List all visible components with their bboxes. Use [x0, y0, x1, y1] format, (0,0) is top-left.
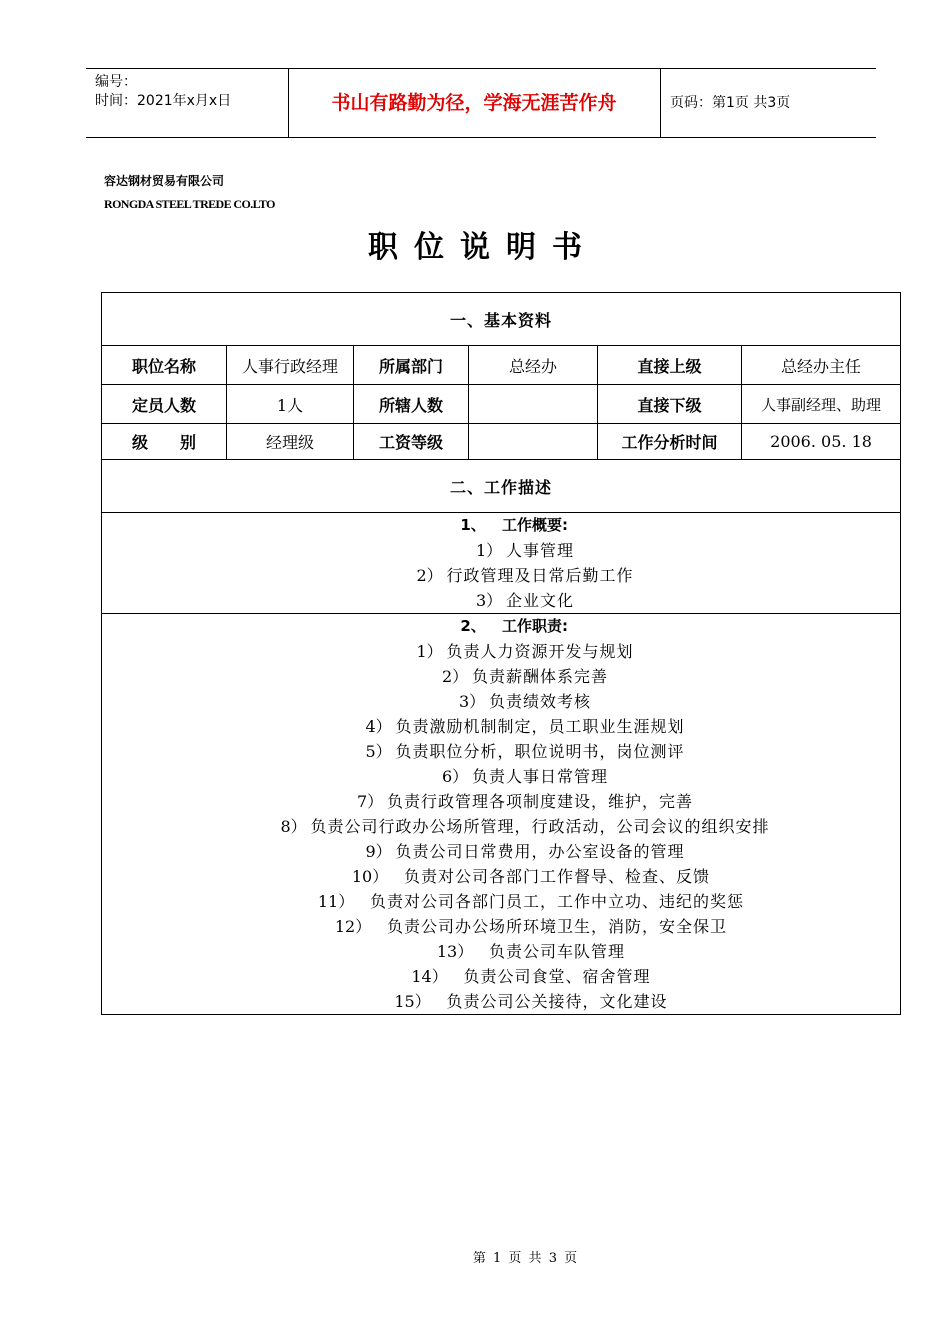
list-item-text: 负责人力资源开发与规划 — [446, 642, 634, 661]
field-label: 所属部门 — [354, 346, 469, 385]
list-item — [102, 939, 900, 964]
field-label: 工作分析时间 — [598, 424, 742, 460]
field-label: 职位名称 — [102, 346, 227, 385]
list-item — [102, 563, 900, 588]
list-item-number: 5） — [365, 742, 392, 761]
work-duties-block — [102, 614, 901, 1015]
list-heading-number: 1、 — [460, 516, 486, 534]
info-row — [102, 424, 901, 460]
list-item — [102, 789, 900, 814]
field-value: 总经办 — [469, 346, 598, 385]
list-item-text: 负责人事日常管理 — [472, 767, 609, 786]
list-item-number: 9） — [365, 842, 392, 861]
list-item-number: 13） — [436, 942, 474, 961]
work-overview-block — [102, 513, 901, 614]
field-value: 经理级 — [227, 424, 354, 460]
list-item-text: 负责职位分析，职位说明书，岗位测评 — [395, 742, 685, 761]
footer-page-number: 第 1 页 共 3 页 — [472, 1251, 578, 1266]
list-item-text: 负责对公司各部门工作督导、检查、反馈 — [404, 867, 711, 886]
section-title-basic-info: 一、基本资料 — [102, 293, 901, 346]
list-item-number: 8） — [280, 817, 307, 836]
list-item-text: 负责绩效考核 — [489, 692, 592, 711]
list-item-text: 负责公司车队管理 — [489, 942, 626, 961]
field-value — [469, 385, 598, 424]
list-item-text: 负责激励机制制定，员工职业生涯规划 — [395, 717, 685, 736]
list-item-text: 负责公司办公场所环境卫生，消防，安全保卫 — [387, 917, 728, 936]
field-value: 人事行政经理 — [227, 346, 354, 385]
list-item-number: 3） — [458, 692, 486, 711]
list-item — [102, 864, 900, 889]
list-item-number: 10） — [351, 867, 389, 886]
list-item — [102, 914, 900, 939]
list-heading-text: 工作概要: — [502, 516, 569, 534]
header-meta — [95, 73, 285, 111]
list-item — [102, 764, 900, 789]
header-divider — [660, 69, 661, 137]
list-item — [102, 739, 900, 764]
field-label: 直接上级 — [598, 346, 742, 385]
list-item — [102, 588, 900, 613]
section-title-work-description: 二、工作描述 — [102, 460, 901, 513]
field-label: 工资等级 — [354, 424, 469, 460]
list-item — [102, 889, 900, 914]
field-label: 级 别 — [102, 424, 227, 460]
field-label: 所辖人数 — [354, 385, 469, 424]
header-page-info: 页码：第1页 共3页 — [670, 95, 791, 111]
document-number-label: 编号： — [95, 74, 137, 90]
list-heading-number: 2、 — [460, 617, 486, 635]
document-header — [86, 68, 876, 138]
field-value: 人事副经理、助理 — [742, 385, 901, 424]
info-row — [102, 385, 901, 424]
list-item — [102, 989, 900, 1014]
list-item-number: 14） — [411, 967, 448, 986]
company-name-en: RONGDA STEEL TREDE CO.LTO — [104, 197, 275, 211]
list-heading-text: 工作职责: — [502, 617, 569, 635]
field-value — [469, 424, 598, 460]
info-row — [102, 346, 901, 385]
header-motto: 书山有路勤为径，学海无涯苦作舟 — [331, 92, 617, 114]
list-item-text: 行政管理及日常后勤工作 — [446, 566, 634, 585]
list-heading — [102, 614, 900, 639]
field-value: 2006. 05. 18 — [742, 424, 901, 460]
list-item-text: 负责公司食堂、宿舍管理 — [463, 967, 651, 986]
list-item-text: 负责公司公关接待，文化建设 — [446, 992, 668, 1011]
list-item-text: 负责公司日常费用，办公室设备的管理 — [395, 842, 685, 861]
list-item-number: 3） — [475, 591, 503, 610]
company-name-cn: 容达钢材贸易有限公司 — [104, 174, 225, 188]
list-item-number: 11） — [317, 892, 355, 911]
list-item-number: 4） — [365, 717, 392, 736]
list-item-text: 负责公司行政办公场所管理，行政活动，公司会议的组织安排 — [310, 817, 770, 836]
list-item-number: 1） — [416, 642, 443, 661]
list-item-text: 负责对公司各部门员工，工作中立功、违纪的奖惩 — [370, 892, 745, 911]
field-value: 1人 — [227, 385, 354, 424]
list-item — [102, 664, 900, 689]
page-footer — [0, 1247, 950, 1266]
list-item — [102, 839, 900, 864]
list-item-number: 15） — [394, 992, 431, 1011]
list-item — [102, 639, 900, 664]
field-label: 直接下级 — [598, 385, 742, 424]
list-item-number: 6） — [441, 767, 469, 786]
list-item-text: 负责行政管理各项制度建设，维护，完善 — [387, 792, 694, 811]
list-item-number: 2） — [416, 566, 443, 585]
job-description-table — [101, 292, 901, 1015]
document-title: 职位说明书 — [368, 230, 598, 265]
list-item-number: 2） — [441, 667, 469, 686]
list-item — [102, 714, 900, 739]
list-item — [102, 538, 900, 563]
list-item-number: 12） — [334, 917, 372, 936]
list-item — [102, 689, 900, 714]
list-item-number: 1） — [475, 541, 503, 560]
list-item-number: 7） — [356, 792, 384, 811]
list-item-text: 负责薪酬体系完善 — [472, 667, 609, 686]
list-item-text: 人事管理 — [506, 541, 575, 560]
list-item-text: 企业文化 — [506, 591, 575, 610]
document-time-label: 时间：2021年x月x日 — [95, 93, 232, 109]
field-label: 定员人数 — [102, 385, 227, 424]
field-value: 总经办主任 — [742, 346, 901, 385]
list-item — [102, 964, 900, 989]
list-item — [102, 814, 900, 839]
list-heading — [102, 513, 900, 538]
